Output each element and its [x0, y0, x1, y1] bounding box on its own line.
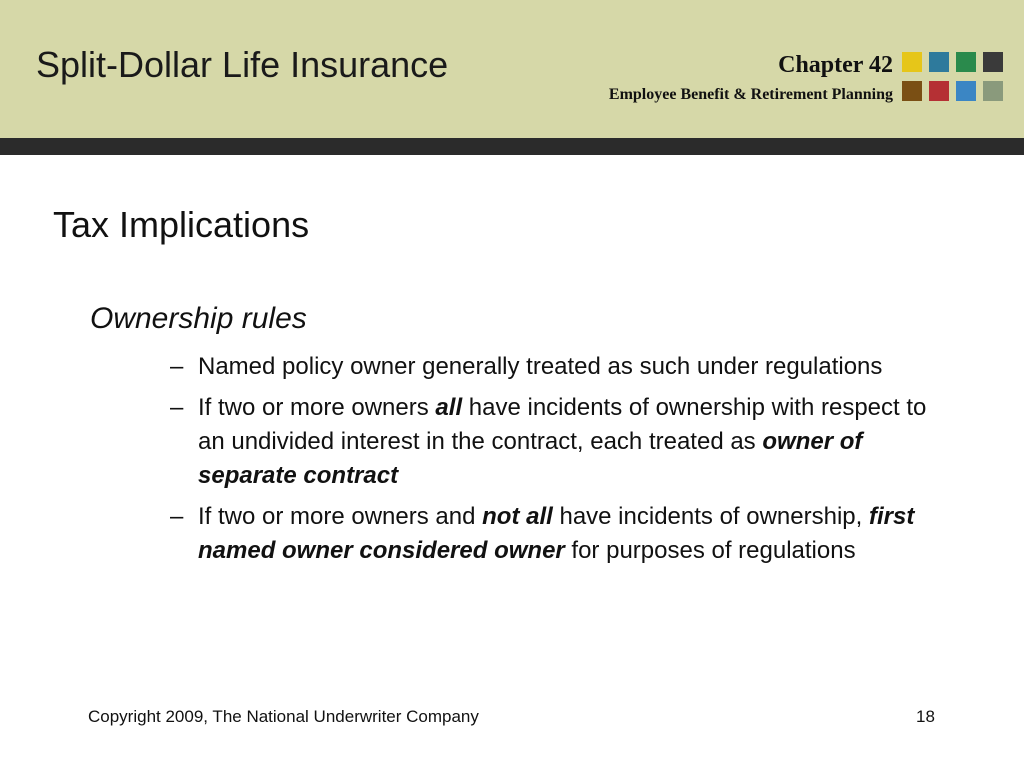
bullet-dash: – — [170, 394, 184, 421]
bullet-text: for purposes of regulations — [564, 537, 856, 564]
color-square — [902, 81, 922, 101]
list-item — [170, 350, 950, 384]
bullet-text: If two or more owners and — [198, 503, 483, 530]
decorative-color-squares — [902, 52, 1006, 104]
section-subheading: Ownership rules — [90, 302, 307, 335]
chapter-label: Chapter 42 — [778, 52, 893, 78]
color-square — [956, 81, 976, 101]
header-divider-bar — [0, 138, 1024, 155]
bullet-emphasis: all — [435, 394, 463, 421]
bullet-list — [170, 350, 950, 575]
bullet-emphasis: owner of separate contract — [198, 428, 863, 489]
bullet-text: Named policy owner generally treated as such under regulations — [198, 353, 883, 380]
footer-copyright: Copyright 2009, The National Underwriter Company — [88, 707, 479, 726]
color-square — [983, 81, 1003, 101]
page-number: 18 — [916, 707, 935, 726]
bullet-dash: – — [170, 503, 184, 530]
book-subtitle: Employee Benefit & Retirement Planning — [608, 86, 893, 103]
slide-title: Split-Dollar Life Insurance — [36, 44, 449, 85]
bullet-emphasis: first named owner considered owner — [198, 503, 915, 564]
color-square — [929, 81, 949, 101]
list-item — [170, 500, 950, 568]
color-square — [956, 52, 976, 72]
section-heading: Tax Implications — [53, 204, 310, 245]
bullet-text: have incidents of ownership with respect to an undivided interest in the contract, each treated as — [198, 394, 927, 455]
bullet-emphasis: not all — [482, 503, 553, 530]
color-square — [983, 52, 1003, 72]
bullet-text: If two or more owners — [198, 394, 436, 421]
bullet-dash: – — [170, 353, 184, 380]
list-item — [170, 391, 950, 493]
bullet-text: have incidents of ownership, — [552, 503, 869, 530]
color-square — [902, 52, 922, 72]
color-square — [929, 52, 949, 72]
